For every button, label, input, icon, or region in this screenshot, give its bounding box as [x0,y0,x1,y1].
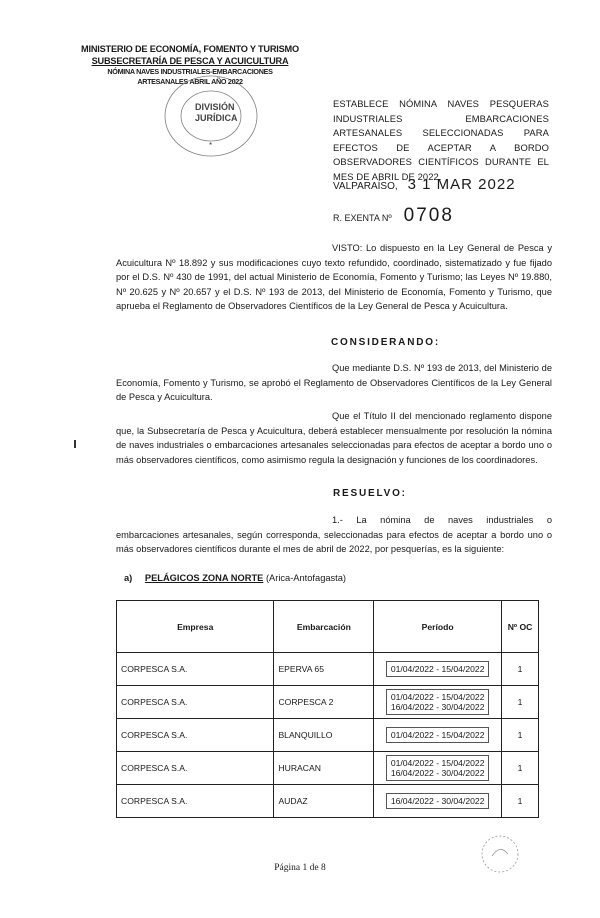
subject-short-line-1: NÓMINA NAVES INDUSTRIALES-EMBARCACIONES [107,67,273,76]
cell-noc: 1 [502,752,539,785]
margin-mark [74,440,76,448]
subject-short-line-2: ARTESANALES ABRIL AÑO 2022 [137,77,243,86]
seal-text-juridica: JURÍDICA [195,113,238,123]
place-and-date [333,176,563,193]
resolution-label: R. EXENTA Nº [333,213,392,223]
division-juridica-seal [160,74,262,164]
cell-embarcacion: CORPESCA 2 [274,686,374,719]
ministry-name: MINISTERIO DE ECONOMÍA, FOMENTO Y TURISMO [81,44,299,54]
header-embarcacion: Embarcación [274,601,374,653]
resolution-number-line [333,205,563,227]
table-row [117,719,539,752]
resolution-subject: ESTABLECE NÓMINA NAVES PESQUERAS INDUSTRIALES EMBARCACIONES ARTESANALES SELECCIONADAS PARA EFECTOS DE ACEPTAR A BORDO OBSERVADORES CIENTÍFICOS DURANTE EL MES DE ABRIL DE 2022. [333,98,549,182]
date-stamp: 3 1 MAR 2022 [407,176,516,193]
cell-empresa: CORPESCA S.A. [117,752,274,785]
header-noc: Nº OC [502,601,539,653]
section-letter: a) [124,573,133,583]
vessels-table [116,600,539,818]
section-zone: PELÁGICOS ZONA NORTE [144,573,264,583]
cell-empresa: CORPESCA S.A. [117,719,274,752]
table-row [117,653,539,686]
cell-embarcacion: EPERVA 65 [274,653,374,686]
cell-empresa: CORPESCA S.A. [117,653,274,686]
header-empresa: Empresa [117,601,274,653]
city: VALPARAÍSO, [333,181,398,192]
cell-empresa: CORPESCA S.A. [117,785,274,818]
considerando-paragraph-1: Que mediante D.S. Nº 193 de 2013, del Ministerio de Economía, Fomento y Turismo, se aprobó el Reglamento de Observadores Científicos de la Ley General de Pesca y Acuicultura. [116,363,552,402]
table-header-row [117,601,539,653]
visto-paragraph: VISTO: Lo dispuesto en la Ley General de Pesca y Acuicultura Nº 18.892 y sus modificaciones cuyo texto refundido, coordinado, sistematizado y fue fijado por el D.S. Nº 430 de 1991, del actual Ministerio de Economía, Fomento y Turismo; las Leyes Nº 19.880, Nº 20.625 y Nº 20.657 y el D.S. Nº 193 de 2013, del Ministerio de Economía, Fomento y Turismo, que aprueba el Reglamento de Observadores Científicos de la Ley General de Pesca y Acuicultura. [116,243,552,311]
section-a-title [124,573,346,583]
periodo-line: 01/04/2022 - 15/04/2022 [390,664,485,674]
periodo-line: 01/04/2022 - 15/04/2022 [390,692,485,702]
table-row [117,752,539,785]
cell-noc: 1 [502,686,539,719]
section-region: (Arica-Antofagasta) [265,573,347,583]
periodo-line: 16/04/2022 - 30/04/2022 [390,768,485,778]
table-row [117,686,539,719]
cell-periodo [374,686,502,719]
cell-periodo [374,785,502,818]
table-row [117,785,539,818]
cell-empresa: CORPESCA S.A. [117,686,274,719]
cell-periodo [374,719,502,752]
subsecretaria-name: SUBSECRETARÍA DE PESCA Y ACUICULTURA [91,55,289,66]
periodo-line: 16/04/2022 - 30/04/2022 [390,702,485,712]
periodo-line: 16/04/2022 - 30/04/2022 [390,796,485,806]
considerando-paragraph-2: Que el Título II del mencionado reglamento dispone que, la Subsecretaría de Pesca y Acuicultura, deberá establecer mensualmente por resolución la nómina de naves industriales o embarcaciones artesanales seleccionadas para efectos de aceptar a bordo uno o más observadores científicos, como asimismo regula la designación y funciones de los coordinadores. [116,411,552,465]
resuelvo-paragraph-1: 1.- La nómina de naves industriales o embarcaciones artesanales, según corresponda, seleccionadas para efectos de aceptar a bordo uno o más observadores científicos durante el mes de abril de 2022, por pesquerías, es la siguiente: [116,515,552,554]
resolution-number: 0708 [403,205,454,226]
seal-star-icon: * [209,141,213,150]
periodo-line: 01/04/2022 - 15/04/2022 [390,730,485,740]
header-periodo: Período [374,601,502,653]
cell-noc: 1 [502,719,539,752]
cell-embarcacion: HURACAN [274,752,374,785]
cell-periodo [374,752,502,785]
seal-text-division: DIVISIÓN [195,102,235,112]
cell-noc: 1 [502,653,539,686]
cell-embarcacion: AUDAZ [274,785,374,818]
cell-embarcacion: BLANQUILLO [274,719,374,752]
resuelvo-heading: RESUELVO: [333,488,407,499]
cell-noc: 1 [502,785,539,818]
cell-periodo [374,653,502,686]
considerando-heading: CONSIDERANDO: [331,337,440,348]
page-footer: Página 1 de 8 [274,863,326,873]
periodo-line: 01/04/2022 - 15/04/2022 [390,758,485,768]
